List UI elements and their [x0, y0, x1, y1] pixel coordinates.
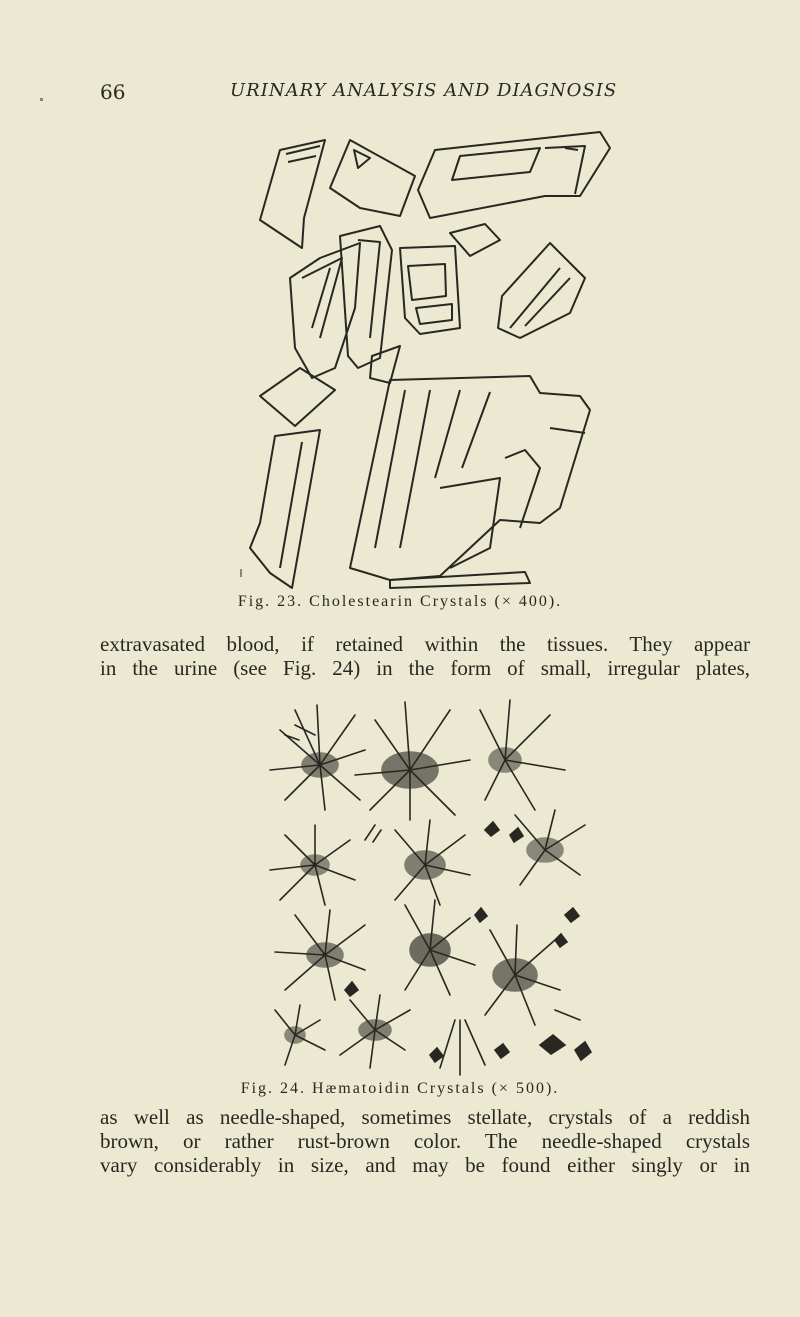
crystal-cluster-6: [515, 810, 585, 885]
crystal-cluster-5: [395, 820, 470, 905]
figure-23-caption: Fig. 23. Cholestearin Crystals (× 400).: [237, 593, 563, 610]
figure-24-caption: Fig. 24. Hæmatoidin Crystals (× 500).: [240, 1080, 560, 1097]
text-line: extravasated blood, if retained within the tissues. They appear: [100, 632, 750, 656]
crystal-cluster-12: [440, 1020, 485, 1075]
paragraph-1: [100, 632, 750, 680]
running-head: URINARY ANALYSIS AND DIAGNOSIS: [230, 80, 618, 101]
crystal-cluster-11: [340, 995, 410, 1068]
text-line: brown, or rather rust-brown color. The needle-shaped crystals: [100, 1129, 750, 1153]
figure-cholestearin-crystals: [240, 128, 620, 593]
page-number: 66: [100, 80, 126, 104]
crystal-cluster-2: [355, 702, 470, 820]
crystal-cluster-4: [270, 825, 355, 905]
figure-haematoidin-crystals: [255, 690, 595, 1080]
crystal-cluster-1: [270, 705, 365, 810]
text-line: as well as needle-shaped, sometimes stellate, crystals of a reddish: [100, 1105, 750, 1129]
crystal-cluster-9: [485, 925, 560, 1025]
crystal-cluster-8: [405, 900, 475, 995]
page-header: [100, 80, 740, 108]
crystal-cluster-10: [275, 1005, 325, 1065]
text-line: in the urine (see Fig. 24) in the form of small, irregular plates,: [100, 656, 750, 680]
text-line: vary considerably in size, and may be found either singly or in: [100, 1153, 750, 1177]
crystal-cluster-3: [480, 700, 565, 810]
paragraph-2: [100, 1105, 750, 1177]
scan-speck: [240, 569, 242, 577]
scan-speck: [40, 98, 43, 101]
